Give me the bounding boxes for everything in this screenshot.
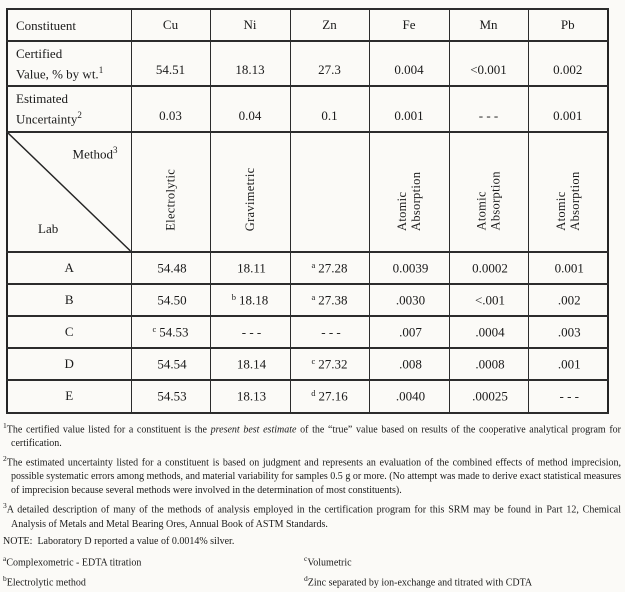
- column-header-fe: Fe: [369, 9, 449, 41]
- certified-mn: <0.001: [449, 41, 528, 86]
- footnotes-section: [3, 419, 621, 592]
- lab-c-fe: .007: [369, 316, 449, 348]
- lab-corner-label: Lab: [38, 220, 59, 236]
- footnote-1-text-post: of the “true” value based on results of the cooperative analytical program for certification.: [11, 423, 621, 449]
- silver-note: NOTE: Laboratory D reported a value of 0.0014% silver.: [3, 535, 235, 547]
- footnote-1-text-pre: The certified value listed for a constituent is the: [6, 423, 211, 435]
- lab-c-zn: - - -: [290, 316, 369, 348]
- method-corner-label: Method$^3$: [72, 144, 118, 161]
- lab-a-pb: 0.001: [528, 252, 608, 284]
- lab-name: C: [7, 316, 131, 348]
- certified-fe: 0.004: [369, 41, 449, 86]
- column-header-constituent: Constituent: [7, 9, 131, 41]
- uncertainty-row: [7, 86, 608, 131]
- method-cu: Electrolytic: [131, 132, 210, 252]
- certified-ni: 18.13: [210, 41, 290, 86]
- lab-name: D: [7, 348, 131, 380]
- footnote-marker-3: 3: [113, 144, 118, 155]
- uncertainty-pb: 0.001: [528, 86, 608, 131]
- lab-d-pb: .001: [528, 348, 608, 380]
- method-ni: Gravimetric: [210, 132, 290, 252]
- footnote-marker-1: 1: [98, 65, 104, 75]
- certified-label-line2: Value, % by wt.$^1$: [16, 65, 104, 82]
- lab-row-e: [7, 380, 608, 413]
- lab-row-b: [7, 284, 608, 316]
- column-header-cu: Cu: [131, 9, 210, 41]
- lab-d-fe: .008: [369, 348, 449, 380]
- method-zn: [290, 132, 369, 252]
- certified-value-label: [7, 41, 131, 86]
- lab-e-mn: .00025: [449, 380, 528, 413]
- lab-e-ni: 18.13: [210, 380, 290, 413]
- lab-e-pb: - - -: [528, 380, 608, 413]
- lab-b-pb: .002: [528, 284, 608, 316]
- footnote-1: [3, 419, 621, 451]
- lab-row-d: [7, 348, 608, 380]
- column-header-mn: Mn: [449, 9, 528, 41]
- lab-b-ni: $^b$ 18.18: [210, 284, 290, 316]
- lab-name: B: [7, 284, 131, 316]
- uncertainty-zn: 0.1: [290, 86, 369, 131]
- uncertainty-fe: 0.001: [369, 86, 449, 131]
- certified-pb: 0.002: [528, 41, 608, 86]
- method-footnote-d: $^d$Zinc separated by ion-exchange and titrated with CDTA: [304, 574, 533, 589]
- lab-a-zn: $^a$ 27.28: [290, 252, 369, 284]
- column-header-zn: Zn: [290, 9, 369, 41]
- method-footnote-c: $^c$Volumetric: [304, 553, 352, 568]
- method-lab-corner-cell: [7, 132, 131, 252]
- lab-d-zn: $^c$ 27.32: [290, 348, 369, 380]
- lab-row-a: [7, 252, 608, 284]
- lab-a-fe: 0.0039: [369, 252, 449, 284]
- lab-c-cu: $^c$ 54.53: [131, 316, 210, 348]
- lab-e-cu: 54.53: [131, 380, 210, 413]
- uncertainty-label: [7, 86, 131, 131]
- lab-c-pb: .003: [528, 316, 608, 348]
- column-header-ni: Ni: [210, 9, 290, 41]
- method-footnotes: [3, 551, 621, 592]
- lab-b-mn: <.001: [449, 284, 528, 316]
- footnote-3-marker: 3: [3, 501, 7, 511]
- method-footnote-a: $^a$Complexometric - EDTA titration: [3, 553, 142, 568]
- lab-c-ni: - - -: [210, 316, 290, 348]
- method-mn: Atomic Absorption: [449, 132, 528, 252]
- lab-d-ni: 18.14: [210, 348, 290, 380]
- header-row: [7, 9, 608, 41]
- lab-a-mn: 0.0002: [449, 252, 528, 284]
- lab-e-fe: .0040: [369, 380, 449, 413]
- method-pb: Atomic Absorption: [528, 132, 608, 252]
- uncertainty-ni: 0.04: [210, 86, 290, 131]
- footnote-2: [3, 452, 621, 498]
- lab-b-cu: 54.50: [131, 284, 210, 316]
- lab-e-zn: $^d$ 27.16: [290, 380, 369, 413]
- footnote-3: [3, 499, 621, 531]
- footnote-1-emphasis: present best estimate: [210, 423, 297, 435]
- method-fe: Atomic Absorption: [369, 132, 449, 252]
- certificate-analysis-table: [6, 8, 609, 414]
- footnote-3-text: A detailed description of many of the methods of analysis employed in the certification program for this SRM may be found in Part 12, Chemical Analysis of Metals and Metal Bearing Ores, Annual Book of ASTM Standards.: [6, 504, 621, 530]
- lab-d-cu: 54.54: [131, 348, 210, 380]
- lab-b-fe: .0030: [369, 284, 449, 316]
- lab-b-zn: $^a$ 27.38: [290, 284, 369, 316]
- certified-value-row: [7, 41, 608, 86]
- uncertainty-label-line2: Uncertainty$^2$: [16, 110, 82, 127]
- footnote-2-marker: 2: [3, 453, 7, 463]
- lab-d-mn: .0008: [449, 348, 528, 380]
- uncertainty-cu: 0.03: [131, 86, 210, 131]
- certified-label-line1: Certified: [16, 46, 63, 61]
- lab-row-c: [7, 316, 608, 348]
- uncertainty-label-line1: Estimated: [16, 91, 68, 107]
- certified-cu: 54.51: [131, 41, 210, 86]
- method-row: [7, 132, 608, 252]
- certified-zn: 27.3: [290, 41, 369, 86]
- lab-name: E: [7, 380, 131, 413]
- lab-c-mn: .0004: [449, 316, 528, 348]
- column-header-pb: Pb: [528, 9, 608, 41]
- footnote-1-marker: 1: [3, 420, 7, 430]
- lab-a-cu: 54.48: [131, 252, 210, 284]
- footnote-2-text: The estimated uncertainty listed for a constituent is based on judgment and represents an evaluation of the combined effects of method imprecision, possible systematic errors among methods, and material variability for samples 0.5 g or more. (No attempt was made to derive exact statistical measures of imprecision because several methods were involved in the determination of most constituents).: [6, 457, 621, 497]
- uncertainty-mn: - - -: [449, 86, 528, 131]
- lab-a-ni: 18.11: [210, 252, 290, 284]
- lab-name: A: [7, 252, 131, 284]
- method-footnote-b: $^b$Electrolytic method: [3, 574, 86, 589]
- footnote-marker-2: 2: [77, 110, 82, 121]
